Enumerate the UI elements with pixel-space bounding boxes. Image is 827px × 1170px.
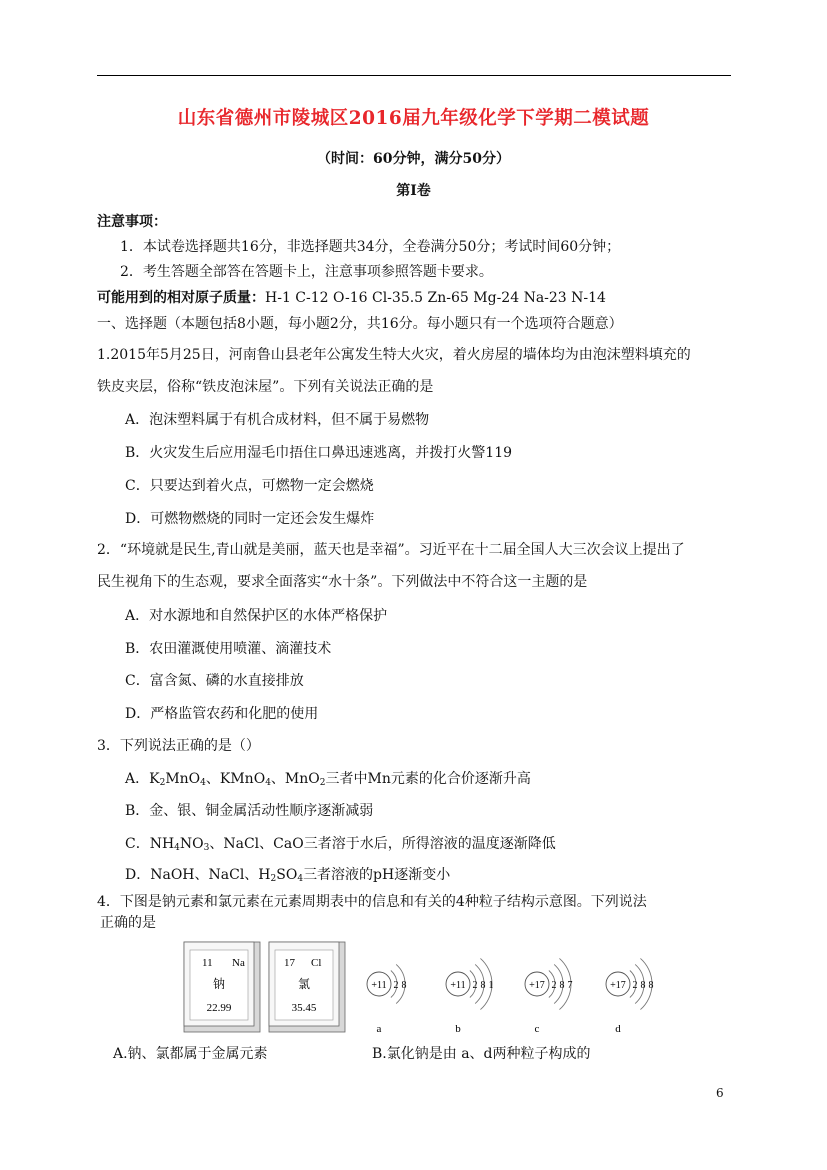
q2-option-a: A．对水源地和自然保护区的水体严格保护 xyxy=(125,608,388,624)
header-rule xyxy=(97,75,731,76)
shell-electron-count: 8 xyxy=(480,980,486,991)
shell-electron-count: 2 xyxy=(632,980,638,991)
cl-atomic-mass: 35.45 xyxy=(291,1002,317,1014)
q1-option-b: B．火灾发生后应用湿毛巾捂住口鼻迅速逃离，并拨打火警119 xyxy=(125,445,513,461)
q1-option-c: C．只要达到着火点，可燃物一定会燃烧 xyxy=(125,478,374,494)
na-atomic-number: 11 xyxy=(202,957,213,969)
q3-option-a: A．$K_2MnO_4$、KMnO$_4$、MnO$_2$三者中Mn元素的化合价逐渐升高 xyxy=(125,771,531,788)
q4-stem-line2: 正确的是 xyxy=(100,915,156,931)
particle-label: d xyxy=(615,1023,621,1035)
particle-label: a xyxy=(376,1023,382,1035)
volume-heading: 第Ⅰ卷 xyxy=(396,183,431,199)
cl-symbol: Cl xyxy=(311,957,322,969)
q3-option-c: C．$NH_4NO_3$、NaCl、CaO三者溶于水后，所得溶液的温度逐渐降低 xyxy=(125,836,556,853)
cl-atomic-number: 17 xyxy=(284,957,295,969)
q4-figure xyxy=(180,936,654,1040)
q2-stem-line2: 民生视角下的生态观，要求全面落实“水十条”。下列做法中不符合这一主题的是 xyxy=(97,574,588,590)
q2-option-d: D．严格监管农药和化肥的使用 xyxy=(125,706,319,722)
q3-stem: 3．下列说法正确的是（） xyxy=(97,738,260,754)
shell-electron-count: 2 xyxy=(551,980,557,991)
page-number: 6 xyxy=(716,1086,724,1100)
shell-electron-count: 8 xyxy=(640,980,646,991)
shell-electron-count: 1 xyxy=(488,980,494,991)
particle-b xyxy=(446,958,494,1035)
atomic-mass-label: 可能用到的相对原子质量： xyxy=(97,290,265,306)
shell-electron-count: 2 xyxy=(472,980,478,991)
q4-stem-line1: 4．下图是钠元素和氯元素在元素周期表中的信息和有关的4种粒子结构示意图。下列说法 xyxy=(97,894,647,910)
na-name: 钠 xyxy=(212,977,226,991)
exam-time-info: （时间：60分钟，满分50分） xyxy=(317,151,510,167)
shell-electron-count: 7 xyxy=(567,980,573,991)
nucleus-charge: +11 xyxy=(450,980,466,991)
cl-name: 氯 xyxy=(297,977,311,991)
q1-option-d: D．可燃物燃烧的同时一定还会发生爆炸 xyxy=(125,511,375,527)
notice-heading: 注意事项： xyxy=(97,214,167,230)
q2-option-b: B．农田灌溉使用喷灌、滴灌技术 xyxy=(125,641,332,657)
nucleus-charge: +17 xyxy=(610,980,626,991)
q2-stem-line1: 2．“环境就是民生,青山就是美丽，蓝天也是幸福”。习近平在十二届全国人大三次会议上提出了 xyxy=(97,542,685,558)
shell-electron-count: 8 xyxy=(559,980,565,991)
q1-stem-line1: 1.2015年5月25日，河南鲁山县老年公寓发生特大火灾，着火房屋的墙体均为由泡沫塑料填充的 xyxy=(97,347,691,363)
q4-option-a: A.钠、氯都属于金属元素 xyxy=(113,1046,268,1062)
q3-option-d: D．NaOH、NaCl、$H_2SO_4$三者溶液的pH逐渐变小 xyxy=(125,867,451,884)
particle-label: c xyxy=(534,1023,540,1035)
particle-a xyxy=(367,964,407,1035)
sodium-card xyxy=(184,942,260,1032)
section-heading: 一、选择题（本题包括8小题，每小题2分，共16分。每小题只有一个选项符合题意） xyxy=(97,316,623,332)
page-title: 山东省德州市陵城区2016届九年级化学下学期二模试题 xyxy=(177,108,650,129)
na-atomic-mass: 22.99 xyxy=(206,1002,232,1014)
q3-option-b: B．金、银、铜金属活动性顺序逐渐减弱 xyxy=(125,803,374,819)
particle-label: b xyxy=(455,1023,461,1035)
nucleus-charge: +11 xyxy=(371,980,387,991)
particle-c xyxy=(525,958,573,1035)
chlorine-card xyxy=(269,942,345,1032)
na-symbol: Na xyxy=(232,957,245,969)
shell-electron-count: 8 xyxy=(648,980,654,991)
q1-option-a: A．泡沫塑料属于有机合成材料，但不属于易燃物 xyxy=(125,412,430,428)
q1-stem-line2: 铁皮夹层，俗称“铁皮泡沫屋”。下列有关说法正确的是 xyxy=(97,379,434,395)
q4-option-b: B.氯化钠是由 a、d两种粒子构成的 xyxy=(372,1046,591,1062)
particle-d xyxy=(606,958,654,1035)
atomic-mass-values: H-1 C-12 O-16 Cl-35.5 Zn-65 Mg-24 Na-23 N-14 xyxy=(265,290,606,306)
notice-item-1: 1．本试卷选择题共16分，非选择题共34分，全卷满分50分；考试时间60分钟； xyxy=(120,239,621,255)
shell-electron-count: 2 xyxy=(393,980,399,991)
q2-option-c: C．富含氮、磷的水直接排放 xyxy=(125,673,304,689)
atomic-mass-line xyxy=(97,289,606,307)
shell-electron-count: 8 xyxy=(401,980,407,991)
nucleus-charge: +17 xyxy=(529,980,545,991)
notice-item-2: 2．考生答题全部答在答题卡上，注意事项参照答题卡要求。 xyxy=(120,264,493,280)
